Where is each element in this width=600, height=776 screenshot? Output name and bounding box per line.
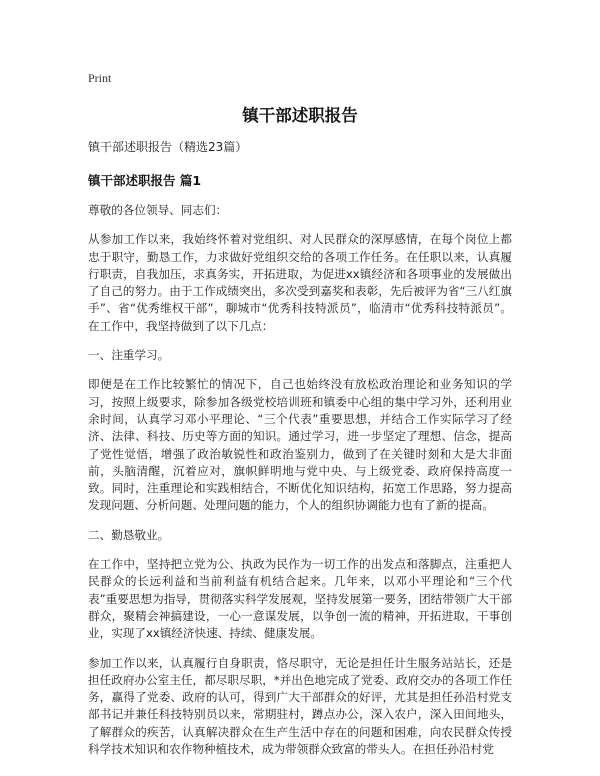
salutation-paragraph: 尊敬的各位领导、同志们：	[88, 203, 228, 217]
body-paragraph: 参加工作以来，认真履行自身职责，恪尽职守，无论是担任计生服务站站长，还是担任政府办公室主任，都尽职尽职，*并出色地完成了党委、政府交办的各项工作任务，赢得了党委、政府的认可，得到广大干部群众的好评，尤其是担任孙沿村党支部书记并兼任科技特别员以来，常期驻村，蹲点办公，深入农户，深入田间地头，了解群众的疾苦，认真解决群众在生产生活中存在的问题和困难，向农民群众传授科学技术知识和农作物种植技术，成为带领群众致富的带头人。在担任孙沿村党	[88, 655, 512, 757]
subheading-paragraph: 一、注重学习。	[88, 348, 170, 363]
subheading-paragraph: 二、勤恳敬业。	[88, 527, 170, 542]
document-subtitle: 镇干部述职报告（精选23篇）	[88, 140, 248, 154]
print-label: Print	[88, 71, 112, 85]
section-heading: 镇干部述职报告 篇1	[88, 173, 202, 188]
body-paragraph: 即便是在工作比较繁忙的情况下，自己也始终没有放松政治理论和业务知识的学习，按照上级要求，除参加各级党校培训班和镇委中心组的集中学习外，还利用业余时间，认真学习邓小平理论、“三个代表”重要思想，并结合工作实际学习了经济、法律、科技、历史等方面的知识。通过学习，进一步坚定了理想、信念，提高了党性觉悟，增强了政治敏锐性和政治鉴别力，做到了在关键时刻和大是大非面前，头脑清醒，沉着应对，旗帜鲜明地与党中央、与上级党委、政府保持高度一致。同时，注重理论和实践相结合，不断优化知识结构，拓宽工作思路，努力提高发现问题、分析问题、处理问题的能力，个人的组织协调能力也有了新的提高。	[88, 377, 512, 513]
body-paragraph: 在工作中，坚持把立党为公、执政为民作为一切工作的出发点和落脚点，注重把人民群众的长远利益和当前利益有机结合起来。几年来，以邓小平理论和“三个代表”重要思想为指导，贯彻落实科学发展观，坚持发展第一要务，团结带领广大干部群众，聚精会神搞建设，一心一意谋发展，以争创一流的精神，开拓进取，干事创业，实现了xx镇经济快速、持续、健康发展。	[88, 557, 512, 641]
body-paragraph: 从参加工作以来，我始终怀着对党组织、对人民群众的深厚感情，在每个岗位上都忠于职守，勤恳工作，力求做好党组织交给的各项工作任务。在任职以来，认真履行职责，自我加压，求真务实，开拓进取，为促进xx镇经济和各项事业的发展做出了自己的努力。由于工作成绩突出，多次受到嘉奖和表彰，先后被评为省“三八红旗手”、省“优秀维权干部”，聊城市“优秀科技特派员”，临清市“优秀科技特派员”。在工作中，我坚持做到了以下几点：	[88, 232, 512, 333]
document-title: 镇干部述职报告	[242, 106, 358, 125]
